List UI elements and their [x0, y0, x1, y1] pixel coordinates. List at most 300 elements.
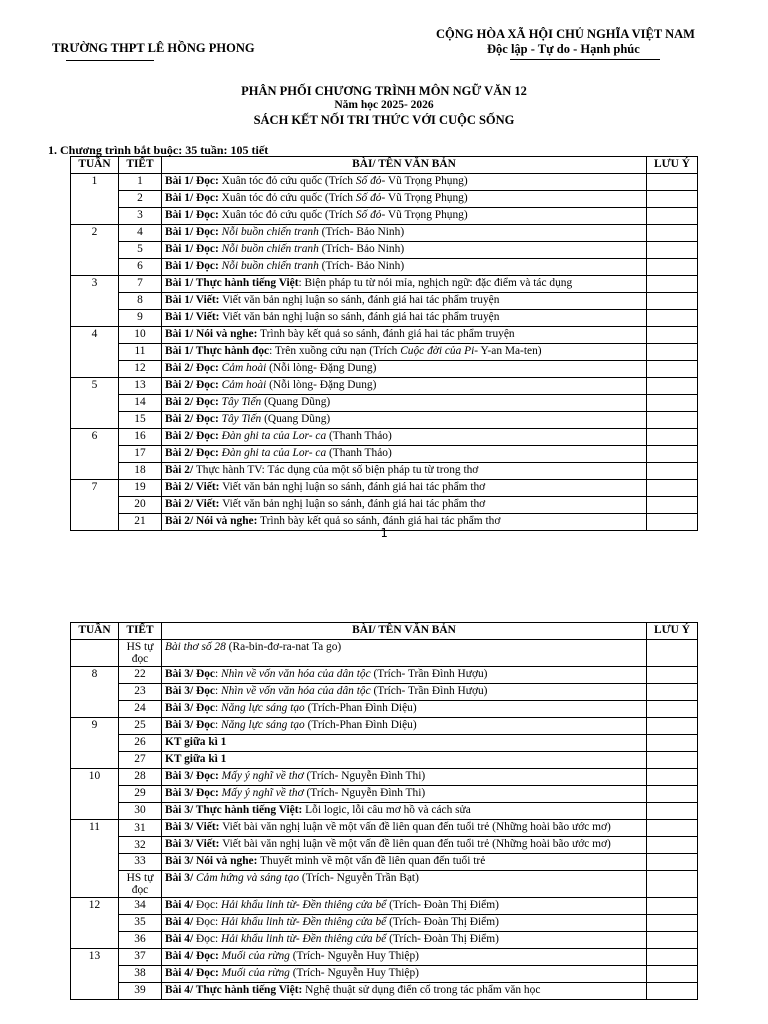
lesson-label: Bài 3/ Đọc [165, 668, 215, 680]
lesson-label: Bài 3/ Đọc [165, 719, 215, 731]
lesson-text: Viết bài văn nghị luận về một vấn đề liên quan đến tuổi trẻ (Những hoài bão ước mơ) [219, 838, 611, 850]
period-cell: 27 [119, 752, 162, 769]
table-row [71, 820, 698, 837]
note-cell [647, 701, 698, 718]
lesson-label: KT giữa kì 1 [165, 753, 227, 765]
column-header-week: TUẦN [71, 623, 119, 640]
note-cell [647, 327, 698, 344]
table-row [71, 854, 698, 871]
lesson-text: Thực hành TV: Tác dụng của một số biện pháp tu từ trong thơ [193, 464, 479, 476]
period-cell: 19 [119, 480, 162, 497]
lesson-label: KT giữa kì 1 [165, 736, 227, 748]
lesson-text: (Trích- Đoàn Thị Điểm) [386, 899, 499, 911]
table-row [71, 293, 698, 310]
lesson-label: Bài 1/ Đọc: [165, 243, 219, 255]
lesson-cell [162, 480, 647, 497]
work-title: Tây Tiến [221, 396, 262, 408]
lesson-text: Đọc: [193, 899, 222, 911]
work-title: Mấy ý nghĩ về thơ [221, 770, 304, 782]
lesson-text: (Trích- Nguyễn Trần Bạt) [299, 872, 419, 884]
period-cell: 38 [119, 966, 162, 983]
table-row [71, 949, 698, 966]
lesson-label: Bài 1/ Thực hành tiếng Việt [165, 277, 299, 289]
lesson-label: Bài 3/ [165, 872, 194, 884]
work-title: Số đỏ [355, 175, 382, 187]
work-title: Đàn ghi ta của Lor- ca [221, 430, 327, 442]
note-cell [647, 480, 698, 497]
week-cell: 6 [71, 429, 119, 480]
table-row [71, 378, 698, 395]
lesson-label: Bài 4/ Đọc: [165, 967, 219, 979]
lesson-text: Lỗi logic, lỗi câu mơ hồ và cách sửa [302, 804, 471, 816]
table-row [71, 429, 698, 446]
national-motto: Độc lập - Tự do - Hạnh phúc [487, 42, 640, 56]
table-row [71, 191, 698, 208]
period-cell: 31 [119, 820, 162, 837]
period-cell: 8 [119, 293, 162, 310]
lesson-label: Bài 1/ Viết: [165, 294, 220, 306]
work-title: Cuộc đời của Pi [400, 345, 475, 357]
work-title: Đàn ghi ta của Lor- ca [221, 447, 327, 459]
lesson-label: Bài 2/ Đọc: [165, 379, 219, 391]
week-cell [71, 640, 119, 667]
curriculum-table-body-continued [71, 640, 698, 1000]
note-cell [647, 854, 698, 871]
curriculum-table-continued [70, 622, 698, 1000]
note-cell [647, 932, 698, 949]
period-cell: 23 [119, 684, 162, 701]
lesson-cell [162, 429, 647, 446]
table-row [71, 259, 698, 276]
lesson-text: Trình bày kết quả so sánh, đánh giá hai tác phẩm truyện [257, 328, 515, 340]
week-cell: 4 [71, 327, 119, 378]
work-title: Muối của rừng [221, 967, 290, 979]
lesson-text: (Trích-Phan Đình Diệu) [304, 702, 417, 714]
lesson-text: Viết văn bản nghị luận so sánh, đánh giá hai tác phẩm thơ [219, 498, 486, 510]
lesson-cell [162, 446, 647, 463]
lesson-text: (Quang Dũng) [261, 396, 331, 408]
period-cell: 22 [119, 667, 162, 684]
period-cell: 25 [119, 718, 162, 735]
work-title: Cảm hoài [221, 379, 267, 391]
column-header-note: LƯU Ý [647, 623, 698, 640]
period-cell: 39 [119, 983, 162, 1000]
note-cell [647, 310, 698, 327]
lesson-text: : [215, 668, 222, 680]
lesson-text: Đọc: [193, 933, 222, 945]
note-cell [647, 667, 698, 684]
lesson-text: (Quang Dũng) [261, 413, 331, 425]
table-row [71, 412, 698, 429]
lesson-text: (Trích- Đoàn Thị Điểm) [386, 933, 499, 945]
work-title: Tây Tiến [221, 413, 262, 425]
lesson-text: (Trích- Trần Đình Hượu) [370, 668, 488, 680]
table-header-row [71, 157, 698, 174]
work-title: Nỗi buồn chiến tranh [221, 243, 319, 255]
note-cell [647, 361, 698, 378]
lesson-label: Bài 1/ Đọc: [165, 260, 219, 272]
lesson-label: Bài 1/ Đọc: [165, 175, 219, 187]
lesson-cell [162, 983, 647, 1000]
note-cell [647, 174, 698, 191]
note-cell [647, 225, 698, 242]
lesson-text: (Thanh Thảo) [326, 430, 392, 442]
table-row [71, 276, 698, 293]
lesson-label: Bài 2/ Đọc: [165, 396, 219, 408]
lesson-text: (Trích- Nguyễn Huy Thiệp) [289, 967, 419, 979]
lesson-label: Bài 4/ [165, 899, 194, 911]
period-cell: HS tự đọc [119, 640, 162, 667]
lesson-cell [162, 854, 647, 871]
note-cell [647, 871, 698, 898]
lesson-text: (Thanh Thảo) [326, 447, 392, 459]
table-row [71, 837, 698, 854]
lesson-cell [162, 327, 647, 344]
lesson-text: (Trích- Trần Đình Hượu) [370, 685, 488, 697]
week-cell: 8 [71, 667, 119, 718]
table-row [71, 480, 698, 497]
lesson-text: (Nỗi lòng- Đặng Dung) [266, 362, 377, 374]
period-cell: 7 [119, 276, 162, 293]
page-number: 1 [380, 526, 388, 540]
lesson-text: (Ra-bin-đơ-ra-nat Ta go) [225, 641, 342, 653]
period-cell: 34 [119, 898, 162, 915]
period-cell: 13 [119, 378, 162, 395]
table-row [71, 446, 698, 463]
week-cell: 5 [71, 378, 119, 429]
lesson-text: - Vũ Trọng Phụng) [381, 192, 468, 204]
period-cell: 10 [119, 327, 162, 344]
lesson-cell [162, 242, 647, 259]
period-cell: 33 [119, 854, 162, 871]
note-cell [647, 191, 698, 208]
period-cell: 2 [119, 191, 162, 208]
lesson-text: Xuân tóc đỏ cứu quốc (Trích [218, 175, 356, 187]
lesson-cell [162, 752, 647, 769]
lesson-cell [162, 378, 647, 395]
lesson-label: Bài 2/ Đọc: [165, 413, 219, 425]
lesson-cell [162, 361, 647, 378]
lesson-text: : [215, 719, 222, 731]
column-header-lesson: BÀI/ TÊN VĂN BẢN [162, 623, 647, 640]
motto-underline [510, 59, 660, 60]
lesson-text: : [215, 702, 222, 714]
lesson-label: Bài 3/ Nói và nghe: [165, 855, 258, 867]
lesson-text: : Biện pháp tu từ nói mỉa, nghịch ngữ: đặc điểm và tác dụng [298, 277, 573, 289]
table-row [71, 327, 698, 344]
table-row [71, 735, 698, 752]
lesson-text: - Vũ Trọng Phụng) [381, 209, 468, 221]
note-cell [647, 276, 698, 293]
lesson-cell [162, 259, 647, 276]
lesson-label: Bài 4/ Thực hành tiếng Việt: [165, 984, 303, 996]
lesson-text: - Vũ Trọng Phụng) [381, 175, 468, 187]
period-cell: HS tự đọc [119, 871, 162, 898]
lesson-label: Bài 4/ [165, 933, 194, 945]
lesson-label: Bài 2/ Nói và nghe: [165, 515, 258, 527]
lesson-label: Bài 2/ Đọc: [165, 430, 219, 442]
work-title: Năng lực sáng tạo [221, 719, 305, 731]
lesson-text: Viết văn bản nghị luận so sánh, đánh giá hai tác phẩm truyện [219, 294, 500, 306]
lesson-cell [162, 640, 647, 667]
note-cell [647, 803, 698, 820]
lesson-cell [162, 174, 647, 191]
period-cell: 16 [119, 429, 162, 446]
table-row [71, 640, 698, 667]
column-header-week: TUẦN [71, 157, 119, 174]
note-cell [647, 769, 698, 786]
table-row [71, 871, 698, 898]
lesson-cell [162, 735, 647, 752]
lesson-text: (Trích- Bảo Ninh) [318, 226, 405, 238]
lesson-cell [162, 837, 647, 854]
lesson-text: (Trích- Đoàn Thị Điểm) [386, 916, 499, 928]
note-cell [647, 735, 698, 752]
period-cell: 9 [119, 310, 162, 327]
note-cell [647, 395, 698, 412]
period-cell: 36 [119, 932, 162, 949]
table-row [71, 395, 698, 412]
lesson-text: Viết văn bản nghị luận so sánh, đánh giá hai tác phẩm truyện [219, 311, 500, 323]
note-cell [647, 786, 698, 803]
period-cell: 17 [119, 446, 162, 463]
period-cell: 12 [119, 361, 162, 378]
lesson-label: Bài 2/ [165, 464, 194, 476]
lesson-text: Viết văn bản nghị luận so sánh, đánh giá hai tác phẩm thơ [219, 481, 486, 493]
period-cell: 32 [119, 837, 162, 854]
period-cell: 24 [119, 701, 162, 718]
lesson-text: (Trích- Bảo Ninh) [318, 260, 405, 272]
lesson-cell [162, 684, 647, 701]
lesson-label: Bài 2/ Viết: [165, 481, 220, 493]
table-row [71, 242, 698, 259]
note-cell [647, 293, 698, 310]
week-cell: 9 [71, 718, 119, 769]
work-title: Hải khẩu linh từ- Đền thiêng cửa bể [221, 933, 387, 945]
lesson-cell [162, 915, 647, 932]
document-page-2 [0, 620, 768, 1024]
period-cell: 35 [119, 915, 162, 932]
lesson-cell [162, 310, 647, 327]
note-cell [647, 497, 698, 514]
table-row [71, 667, 698, 684]
table-row [71, 718, 698, 735]
lesson-cell [162, 932, 647, 949]
lesson-cell [162, 820, 647, 837]
document-title: PHÂN PHỐI CHƯƠNG TRÌNH MÔN NGỮ VĂN 12 [241, 84, 527, 98]
note-cell [647, 446, 698, 463]
table-row [71, 225, 698, 242]
week-cell: 13 [71, 949, 119, 1000]
national-title: CỘNG HÒA XÃ HỘI CHỦ NGHĨA VIỆT NAM [436, 27, 695, 41]
table-row [71, 803, 698, 820]
note-cell [647, 463, 698, 480]
lesson-cell [162, 191, 647, 208]
week-cell: 10 [71, 769, 119, 820]
table-row [71, 966, 698, 983]
table-row [71, 344, 698, 361]
note-cell [647, 752, 698, 769]
lesson-text: Trình bày kết quả so sánh, đánh giá hai tác phẩm thơ [257, 515, 501, 527]
table-row [71, 932, 698, 949]
lesson-text: Đọc: [193, 916, 222, 928]
table-row [71, 208, 698, 225]
lesson-text: Xuân tóc đỏ cứu quốc (Trích [218, 209, 356, 221]
lesson-text: Viết bài văn nghị luận về một vấn đề liên quan đến tuổi trẻ (Những hoài bão ước mơ) [219, 821, 611, 833]
week-cell: 7 [71, 480, 119, 531]
school-name: TRƯỜNG THPT LÊ HỒNG PHONG [52, 41, 255, 55]
school-year: Năm học 2025- 2026 [334, 99, 434, 111]
curriculum-table [70, 156, 698, 531]
period-cell: 11 [119, 344, 162, 361]
lesson-text: Xuân tóc đỏ cứu quốc (Trích [218, 192, 356, 204]
lesson-cell [162, 412, 647, 429]
table-row [71, 701, 698, 718]
lesson-text: (Trích-Phan Đình Diệu) [304, 719, 417, 731]
lesson-cell [162, 769, 647, 786]
table-row [71, 174, 698, 191]
note-cell [647, 837, 698, 854]
note-cell [647, 242, 698, 259]
lesson-text: Thuyết minh về một vấn đề liên quan đến tuổi trẻ [257, 855, 486, 867]
column-header-note: LƯU Ý [647, 157, 698, 174]
table-row [71, 769, 698, 786]
lesson-cell [162, 718, 647, 735]
table-row [71, 310, 698, 327]
period-cell: 21 [119, 514, 162, 531]
lesson-label: Bài 1/ Nói và nghe: [165, 328, 258, 340]
lesson-label: Bài 3/ Đọc: [165, 770, 219, 782]
curriculum-table-body [71, 174, 698, 531]
work-title: Cảm hoài [221, 362, 267, 374]
period-cell: 15 [119, 412, 162, 429]
period-cell: 1 [119, 174, 162, 191]
note-cell [647, 259, 698, 276]
column-header-period: TIẾT [119, 157, 162, 174]
textbook-series: SÁCH KẾT NỐI TRI THỨC VỚI CUỘC SỐNG [253, 113, 515, 127]
note-cell [647, 915, 698, 932]
period-cell: 3 [119, 208, 162, 225]
work-title: Số đỏ [355, 192, 382, 204]
note-cell [647, 208, 698, 225]
work-title: Muối của rừng [221, 950, 290, 962]
lesson-cell [162, 966, 647, 983]
note-cell [647, 344, 698, 361]
work-title: Hải khẩu linh từ- Đền thiêng cửa bể [221, 916, 387, 928]
work-title: Hải khẩu linh từ- Đền thiêng cửa bể [221, 899, 387, 911]
week-cell: 12 [71, 898, 119, 949]
column-header-period: TIẾT [119, 623, 162, 640]
lesson-label: Bài 3/ Viết: [165, 821, 220, 833]
lesson-label: Bài 3/ Thực hành tiếng Việt: [165, 804, 303, 816]
lesson-label: Bài 1/ Đọc: [165, 226, 219, 238]
lesson-cell [162, 949, 647, 966]
lesson-label: Bài 1/ Đọc: [165, 209, 219, 221]
work-title: Nhìn về vốn văn hóa của dân tộc [221, 685, 371, 697]
lesson-label: Bài 3/ Viết: [165, 838, 220, 850]
lesson-text: (Trích- Nguyễn Đình Thi) [303, 787, 426, 799]
lesson-text: : [215, 685, 222, 697]
period-cell: 37 [119, 949, 162, 966]
lesson-cell [162, 898, 647, 915]
work-title: Nhìn về vốn văn hóa của dân tộc [221, 668, 371, 680]
work-title: Bài thơ số 28 [165, 641, 226, 653]
section-heading: 1. Chương trình bắt buộc: 35 tuần: 105 tiết [48, 143, 269, 157]
period-cell: 30 [119, 803, 162, 820]
lesson-label: Bài 1/ Đọc: [165, 192, 219, 204]
note-cell [647, 983, 698, 1000]
table-header-row [71, 623, 698, 640]
note-cell [647, 966, 698, 983]
period-cell: 29 [119, 786, 162, 803]
note-cell [647, 412, 698, 429]
lesson-cell [162, 463, 647, 480]
lesson-cell [162, 395, 647, 412]
period-cell: 20 [119, 497, 162, 514]
lesson-label: Bài 3/ Đọc [165, 702, 215, 714]
lesson-label: Bài 2/ Đọc: [165, 362, 219, 374]
lesson-label: Bài 4/ [165, 916, 194, 928]
lesson-label: Bài 2/ Đọc: [165, 447, 219, 459]
period-cell: 28 [119, 769, 162, 786]
note-cell [647, 718, 698, 735]
lesson-text: (Trích- Bảo Ninh) [318, 243, 405, 255]
note-cell [647, 898, 698, 915]
lesson-label: Bài 1/ Viết: [165, 311, 220, 323]
lesson-cell [162, 208, 647, 225]
period-cell: 18 [119, 463, 162, 480]
lesson-cell [162, 497, 647, 514]
note-cell [647, 429, 698, 446]
lesson-cell [162, 871, 647, 898]
period-cell: 4 [119, 225, 162, 242]
note-cell [647, 684, 698, 701]
lesson-cell [162, 225, 647, 242]
lesson-label: Bài 3/ Đọc [165, 685, 215, 697]
table-row [71, 361, 698, 378]
note-cell [647, 378, 698, 395]
table-row [71, 786, 698, 803]
work-title: Nỗi buồn chiến tranh [221, 226, 319, 238]
week-cell: 11 [71, 820, 119, 898]
lesson-text: : Trên xuồng cứu nạn (Trích [269, 345, 401, 357]
note-cell [647, 820, 698, 837]
work-title: Số đỏ [355, 209, 382, 221]
lesson-label: Bài 4/ Đọc: [165, 950, 219, 962]
period-cell: 26 [119, 735, 162, 752]
lesson-cell [162, 293, 647, 310]
lesson-text: (Trích- Nguyễn Đình Thi) [303, 770, 426, 782]
work-title: Mấy ý nghĩ về thơ [221, 787, 304, 799]
note-cell [647, 949, 698, 966]
table-row [71, 983, 698, 1000]
period-cell: 6 [119, 259, 162, 276]
work-title: Cảm hứng và sáng tạo [196, 872, 300, 884]
table-row [71, 497, 698, 514]
week-cell: 3 [71, 276, 119, 327]
period-cell: 5 [119, 242, 162, 259]
lesson-cell [162, 276, 647, 293]
period-cell: 14 [119, 395, 162, 412]
lesson-text: - Y-an Ma-ten) [474, 345, 542, 357]
table-row [71, 752, 698, 769]
school-underline [66, 60, 154, 61]
lesson-cell [162, 667, 647, 684]
lesson-label: Bài 3/ Đọc: [165, 787, 219, 799]
week-cell: 1 [71, 174, 119, 225]
lesson-cell [162, 344, 647, 361]
lesson-label: Bài 2/ Viết: [165, 498, 220, 510]
